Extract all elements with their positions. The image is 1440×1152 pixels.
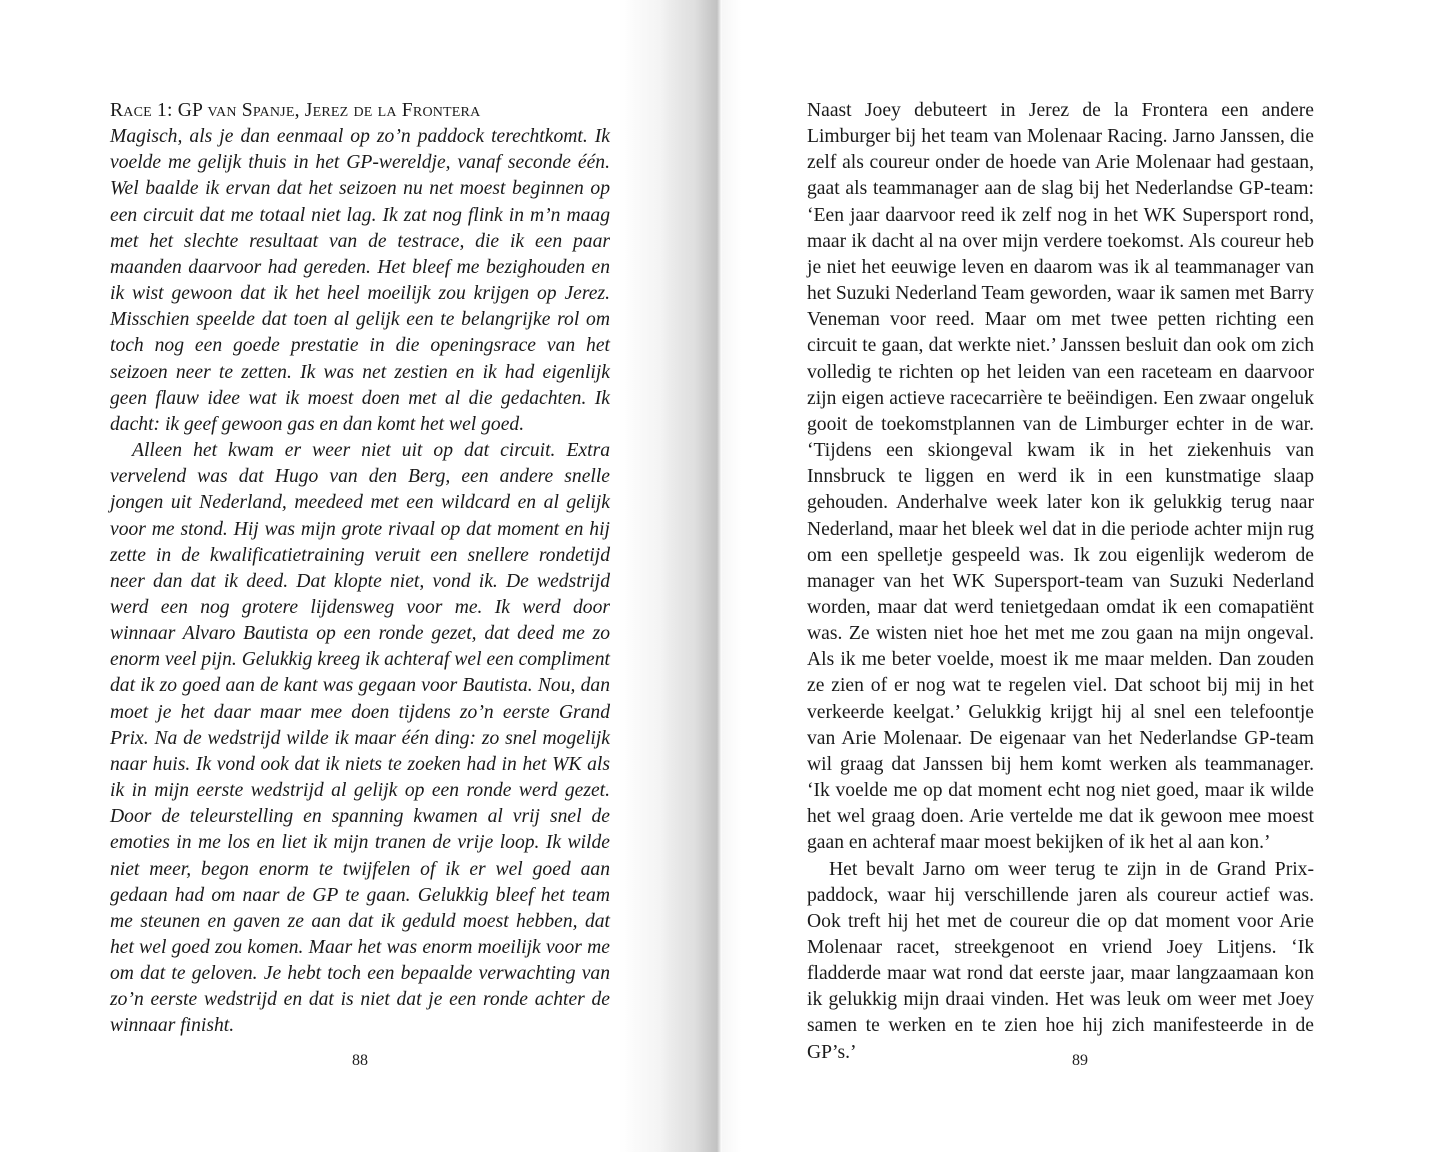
page-number-left: 88 [352, 1052, 368, 1069]
page-number-right: 89 [1072, 1052, 1088, 1069]
right-page [720, 0, 1440, 1152]
right-text-block [807, 98, 1314, 1066]
left-paragraph-2: Alleen het kwam er weer niet uit op dat circuit. Extra vervelend was dat Hugo van den Berg, een andere snelle jongen uit Nederland, meedeed met een wildcard en al gelijk voor me stond. Hij was mijn grote rivaal op dat moment en hij zette in de kwalificatietraining veruit een snellere rondetijd neer dan dat ik deed. Dat klopte niet, vond ik. De wedstrijd werd een nog grotere lijdensweg voor me. Ik werd door winnaar Alvaro Bautista op een ronde gezet, dat deed me zo enorm veel pijn. Gelukkig kreeg ik achteraf wel een compliment dat ik zo goed aan de kant was gegaan voor Bautista. Nou, dan moet je het daar maar mee doen tijdens zo’n eerste Grand Prix. Na de wedstrijd wilde ik maar één ding: zo snel mogelijk naar huis. Ik vond ook dat ik niets te zoeken had in het WK als ik in mijn eerste wedstrijd al gelijk op een ronde werd gezet. Door de teleurstelling en spanning kwamen al vrij snel de emoties in me los en liet ik mijn tranen de vrije loop. Ik wilde niet meer, begon enorm te twijfelen of ik er wel goed aan gedaan had om naar de GP te gaan. Gelukkig bleef het team me steunen en gaven ze aan dat ik geduld moest hebben, dat het wel goed zou komen. Maar het was enorm moeilijk voor me om dat te geloven. Je hebt toch een bepaalde verwachting van zo’n eerste wedstrijd en dat is niet dat je een ronde achter de winnaar finisht. [110, 440, 610, 1037]
right-paragraph-1: Naast Joey debuteert in Jerez de la Frontera een andere Limburger bij het team van Molenaar Racing. Jarno Janssen, die zelf als coureur onder de hoede van Arie Molenaar had gestaan, gaat als teammanager aan de slag bij het Nederlandse GP-team: ‘Een jaar daarvoor reed ik zelf nog in het WK Supersport rond, maar ik dacht al na over mijn verdere toekomst. Als coureur heb je niet het eeuwige leven en daarom was ik al teammanager van het Suzuki Nederland Team geworden, waar ik samen met Barry Veneman voor reed. Maar om met twee petten richting een circuit te gaan, dat werkte niet.’ Janssen besluit dan ook om zich volledig te richten op het leiden van een raceteam en daarvoor zijn eigen actieve racecarrière te beëindigen. Een zwaar ongeluk gooit de toekomstplannen van de Limburger echter in de war. ‘Tijdens een skiongeval kwam ik in het ziekenhuis van Innsbruck te liggen en werd ik in een kunstmatige slaap gehouden. Anderhalve week later kon ik gelukkig terug naar Nederland, maar het bleek wel dat in die periode achter mijn rug om een spelletje gespeeld was. Ik zou eigenlijk wederom de manager van het WK Supersport-team van Suzuki Nederland worden, maar dat werd tenietgedaan omdat ik een comapatiënt was. Ze wisten niet hoe het met me zou gaan na mijn ongeval. Als ik me beter voelde, moest ik me maar melden. Dan zouden ze zien of er nog wat te regelen viel. Dat schoot bij mij in het verkeerde keelgat.’ Gelukkig krijgt hij al snel een telefoontje van Arie Molenaar. De eigenaar van het Nederlandse GP-team wil graag dat Janssen bij hem komt werken als teammanager. ‘Ik voelde me op dat moment echt nog niet goed, maar ik wilde het wel graag doen. Arie vertelde me dat ik gewoon mee moest gaan en achteraf maar moest bekijken of ik het al aan kon.’ [807, 100, 1314, 854]
right-paragraph-2: Het bevalt Jarno om weer terug te zijn in de Grand Prix-paddock, waar hij verschillende jaren als coureur actief was. Ook treft hij het met de coureur die op dat moment voor Arie Molenaar racet, streekgenoot en vriend Joey Litjens. ‘Ik fladderde maar wat rond dat eerste jaar, maar langzaamaan kon ik gelukkig mijn draai vinden. Het was leuk om weer met Joey samen te werken en te zien hoe hij zich manifesteerde in de GP’s.’ [807, 858, 1314, 1063]
section-heading: Race 1: GP van Spanje, Jerez de la Frontera [110, 100, 481, 121]
left-text-block [110, 98, 610, 1040]
left-paragraph-1: Magisch, als je dan eenmaal op zo’n paddock terechtkomt. Ik voelde me gelijk thuis in het GP-wereldje, vanaf seconde één. Wel baalde ik ervan dat het seizoen nu net moest beginnen op een circuit dat me totaal niet lag. Ik zat nog flink in m’n maag met het slechte resultaat van de testrace, die ik een paar maanden daarvoor had gereden. Het bleef me bezighouden en ik wist gewoon dat ik het heel moeilijk zou krijgen op Jerez. Misschien speelde dat toen al gelijk een te belangrijke rol om toch nog een goede prestatie in die openingsrace van het seizoen neer te zetten. Ik was net zestien en ik had eigenlijk geen flauw idee wat ik moest doen met al die gedachten. Ik dacht: ik geef gewoon gas en dan komt het wel goed. [110, 126, 610, 435]
